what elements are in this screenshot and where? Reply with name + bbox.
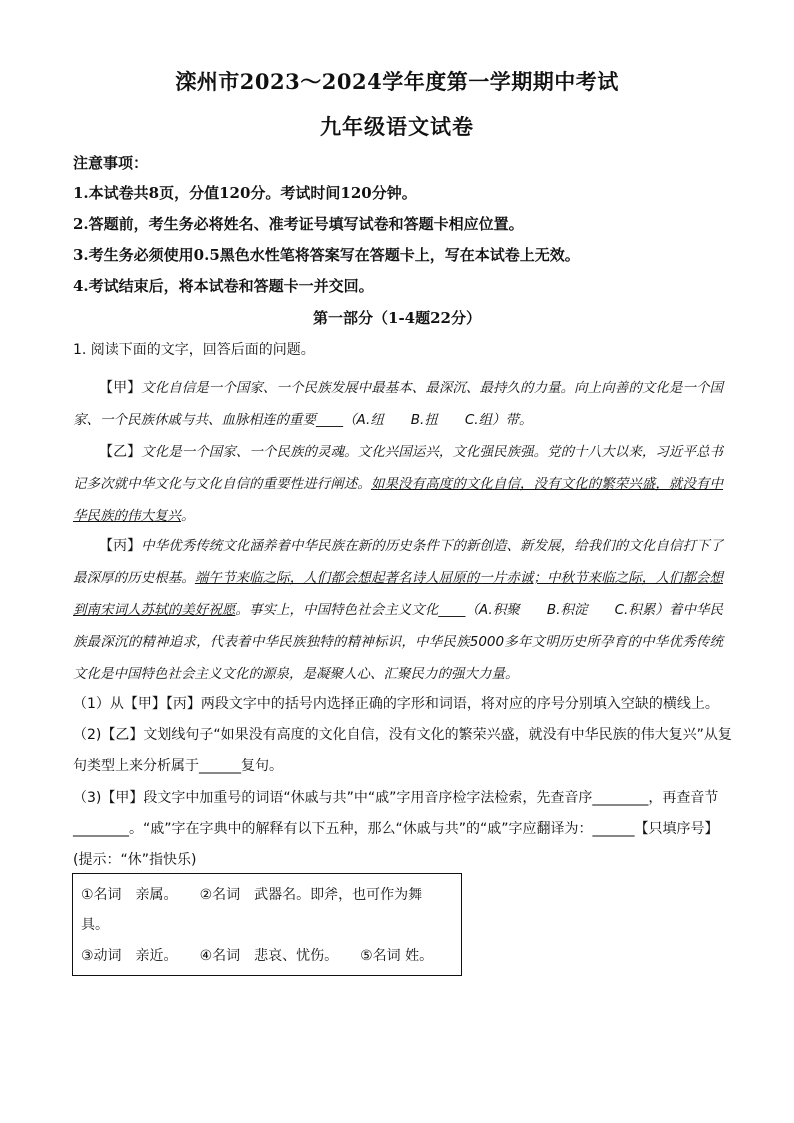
notice-item: 2.答题前，考生务必将姓名、准考证号填写试卷和答题卡相应位置。 (73, 215, 524, 233)
passage-text: 。事实上，中国特色社会主义文化____（A.积聚 B.积淀 C.积累）着中华民族最深沉的精神追求，代表着中华民族独特的精神标识，中华民族5000多年文明历史所孕育的中华优秀传统文化是中国特色社会主义文化的源泉，是凝聚人心、汇聚民力的强大力量。 (73, 602, 724, 682)
notice-item: 1.本试卷共8页，分值120分。考试时间120分钟。 (73, 184, 417, 202)
passage-text: 文化是一个国家、一个民族的灵魂。文化兴国运兴，文化强民族强。党的十八大以来，习近平总书记多次就中华文化与文化自信的重要性进行阐述。 (73, 444, 724, 492)
definition-continued: 具。 (81, 917, 109, 933)
passage-tag: 【丙】 (99, 538, 142, 554)
definition: ③动词 亲近。 (81, 948, 178, 964)
passage-bing (73, 530, 723, 690)
subquestion-3: （3)【甲】段文字中加重号的词语“休戚与共”中“戚”字用音序检字法检索，先查音序________，再查音节________。“戚”字在字典中的解释有以下五种，那么“休戚与共”的“戚”字应翻译为：______【只填序号】(提示：“休”指快乐) (73, 790, 719, 868)
definition-row (81, 914, 109, 934)
definition: ①名词 亲属。 (81, 887, 178, 903)
notice-heading: 注意事项： (73, 154, 149, 172)
definition-row (81, 945, 433, 965)
definition: ④名词 悲哀、忧伤。 (199, 948, 339, 964)
definitions-box (72, 873, 462, 976)
notice-item: 3.考生务必须使用0.5黑色水性笔将答案写在答题卡上，写在本试卷上无效。 (73, 246, 580, 264)
exam-subtitle: 九年级语文试卷 (320, 114, 474, 139)
passage-tag: 【乙】 (99, 444, 142, 460)
passage-text: 中华优秀传统文化涵养着中华民族在新的历史条件下的新创造、新发展，给我们的文化自信打下了最深厚的历史根基。 (73, 538, 724, 586)
definition-row (81, 884, 422, 904)
passage-text: 。 (181, 508, 195, 524)
subquestion-1: （1）从【甲】【丙】两段文字中的括号内选择正确的字形和词语，将对应的序号分别填入空缺的横线上。 (73, 696, 719, 712)
definition: ②名词 武器名。即斧，也可作为舞 (199, 887, 423, 903)
exam-title: 滦州市2023～2024学年度第一学期期中考试 (175, 69, 619, 94)
passage-yi (73, 436, 723, 532)
notice-item: 4.考试结束后，将本试卷和答题卡一并交回。 (73, 277, 374, 295)
passage-jia (73, 372, 723, 436)
passage-tag: 【甲】 (99, 380, 142, 396)
passage-text: 文化自信是一个国家、一个民族发展中最基本、最深沉、最持久的力量。向上向善的文化是一个国家、一个民族休戚与共、血脉相连的重要____（A.纽 B.扭 C.组）带。 (73, 380, 724, 428)
question-1-prompt: 1. 阅读下面的文字，回答后面的问题。 (73, 342, 315, 358)
underlined-sentence: 如果没有高度的文化自信，没有文化的繁荣兴盛，就没有中华民族的伟大复兴 (73, 476, 724, 524)
underlined-sentence: 端午节来临之际，人们都会想起著名诗人屈原的一片赤诚；中秋节来临之际，人们都会想到南宋词人苏轼的美好祝愿 (73, 570, 724, 618)
part-title: 第一部分（1-4题22分） (313, 309, 481, 327)
subquestion-2: （2)【乙】文划线句子“如果没有高度的文化自信，没有文化的繁荣兴盛，就没有中华民族的伟大复兴”从复句类型上来分析属于______复句。 (73, 727, 732, 774)
definition: ⑤名词 姓。 (360, 948, 434, 964)
